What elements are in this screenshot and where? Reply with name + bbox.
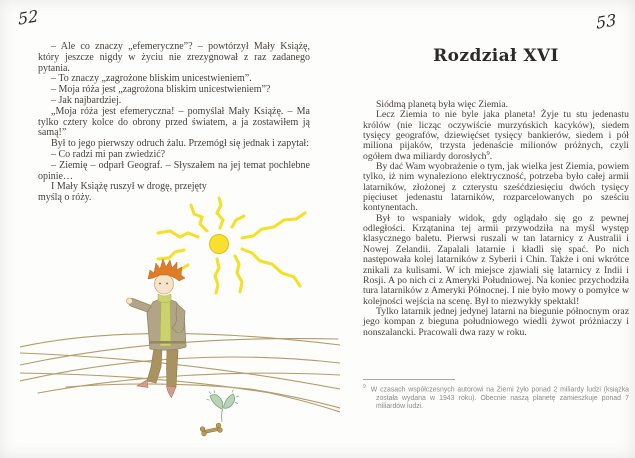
paragraph: – Co radzi mi pan zwiedzić? (51, 148, 166, 160)
little-prince-figure (127, 259, 187, 398)
paragraph: – Ziemię – odparł Geograf. – Słyszałem na jej temat pochlebne opinie… (38, 159, 310, 182)
paragraph (363, 110, 629, 162)
footnote-rule (363, 379, 455, 380)
paragraph: Był to jego pierwszy odruch żalu. Przemógł się jednak i zapytał: (51, 138, 309, 150)
prince-vest (160, 301, 171, 346)
sprout-icon (207, 390, 240, 423)
footnote (363, 379, 629, 411)
sun-icon (210, 235, 229, 254)
paragraph: I Mały Książę ruszył w drogę, przejęty myślą o róży. (38, 181, 207, 204)
paragraph: Siódmą planetą była więc Ziemia. (376, 99, 509, 110)
footnote-marker: 9 (363, 384, 366, 390)
prince-trousers (147, 348, 178, 387)
paragraph: – Jak najbardziej. (51, 94, 122, 106)
page-number-left: 52 (17, 6, 39, 29)
prince-belt (149, 341, 185, 344)
left-page-text (38, 42, 310, 204)
prince-face (155, 274, 174, 294)
page-number-right: 53 (595, 10, 617, 33)
footnote-text (363, 383, 629, 411)
paragraph: „Moja róża jest efemeryczna! – pomyślał Mały Książę. – Ma tylko cztery kolce do obrony przed światem, a ja zostawiłem ją samą!” (38, 105, 310, 139)
paragraph: Tylko latarnik jednej jedynej latarni na biegunie północnym oraz jego kompan z bieguna południowego wiedli żywot próżniaczy i nonszalancki. Pracowali dwa razy w roku. (363, 305, 629, 338)
footnote-body: W czasach współczesnych autorowi na Ziemi żyło ponad 2 miliardy ludzi (książka została wydana w 1943 roku). Obecnie naszą planetę zamieszkuje ponad 7 miliardów ludzi. (370, 386, 629, 410)
paragraph-tail: . (489, 150, 493, 162)
paragraph-text: Lecz Ziemia to nie byle jaka planeta! Żyje tu stu jedenastu królów (nie licząc oczywiście murzyńskich kacyków), siedem tysięcy geografów, dziewięćset tysięcy bankierów, siedem i pół miliona pijaków, trzysta jedenaście milionów próżnych, czyli ogółem dwa miliardy dorosłych (363, 109, 629, 162)
prince-scarf (158, 294, 171, 303)
paragraph: – Ale co znaczy „efemeryczne”? – powtórzył Mały Książę, który jeszcze nigdy w życiu nie zrezygnował z raz zadanego pytania. (38, 41, 310, 74)
paragraph: – Moja róża jest „zagrożona bliskim unicestwieniem”? (51, 84, 271, 96)
footnote-reference: 9 (486, 149, 490, 157)
illustration-little-prince (20, 195, 340, 455)
paragraph: – To znaczy „zagrożone bliskim unicestwieniem”. (51, 73, 252, 85)
right-page-text (363, 100, 629, 338)
paragraph: By dać Wam wyobrażenie o tym, jak wielka jest Ziemia, powiem tylko, iż nim wynaleziono elektryczność, potrzeba było całej armii latarników, złożonej z czterystu sześćdziesięciu dwóch tysięcy pięciuset jedenastu latarników, rozparcelowanych po sześciu kontynentach. (363, 161, 629, 214)
bone-icon (200, 423, 222, 436)
chapter-title: Rozdział XVI (433, 46, 559, 66)
paragraph: Był to wspaniały widok, gdy oglądało się go z pewnej odległości. Krzątanina tej armii przywodziła na myśl występ klasycznego baletu. Pierwsi ruszali w tan latarnicy z Australii i Nowej Zelandii. Zapalali latarnie i kładli się spać. Po nich następowała kolej latarników z Syberii i Chin. Także i oni wkrótce znikali za kulisami. W ich miejsce zjawiali się latarnicy z Indii i Rosji. A po nich ci z Ameryki Południowej. Na koniec przychodziła tura latarników z Ameryki Północnej. I nie było mowy o pomyłce w kolejności wejścia na scenę. Był to niezwykły spektakl! (363, 212, 629, 307)
